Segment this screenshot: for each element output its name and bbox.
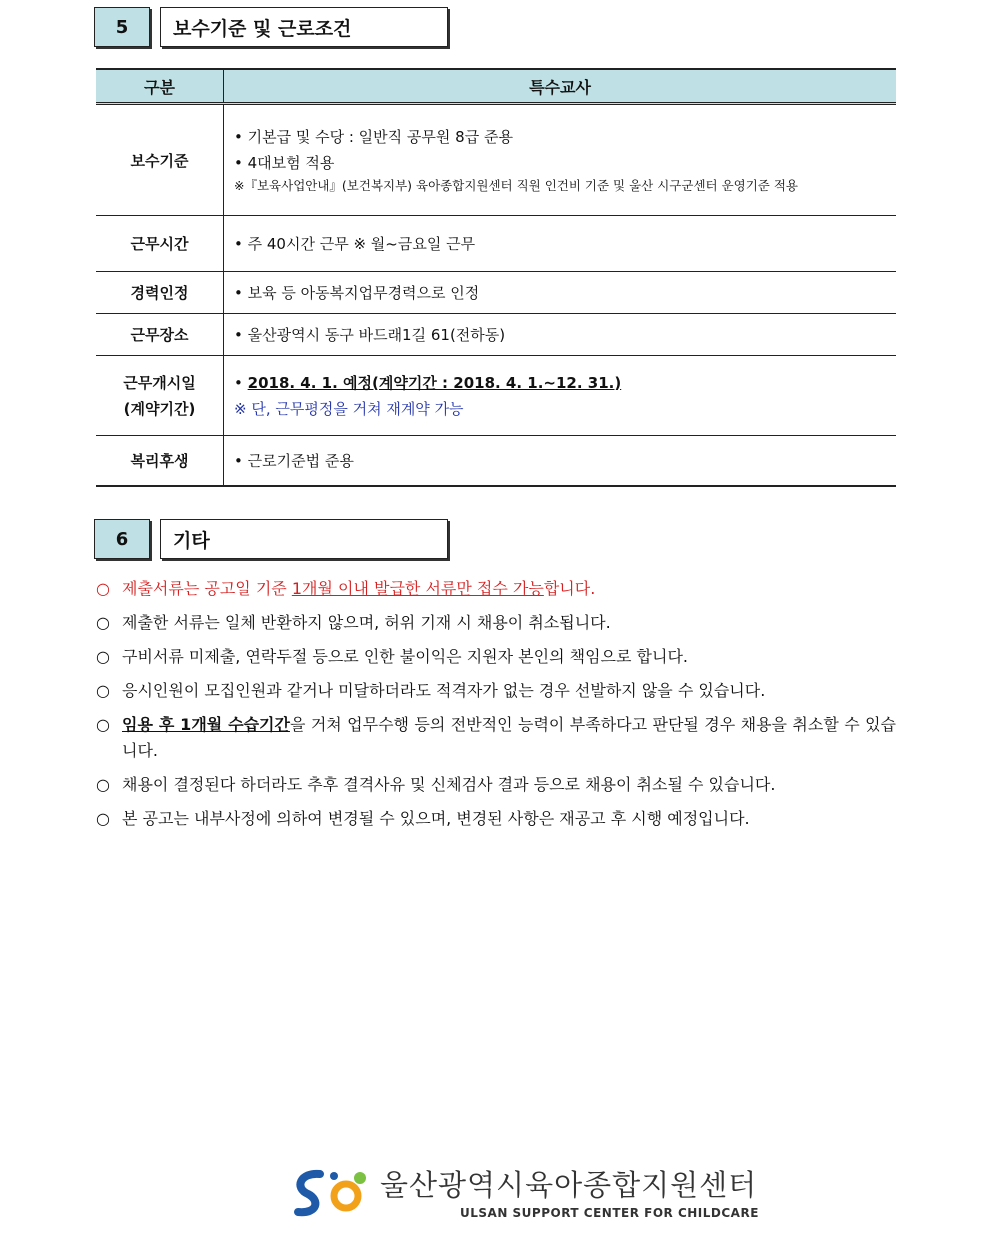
table-row bbox=[96, 104, 896, 216]
list-item bbox=[96, 806, 896, 832]
note-text: 제출한 서류는 일체 반환하지 않으며, 허위 기재 시 채용이 취소됩니다. bbox=[122, 613, 611, 632]
table-row bbox=[96, 436, 896, 486]
row-value: • 보육 등 아동복지업무경력으로 인정 bbox=[224, 272, 897, 314]
row-label: 보수기준 bbox=[96, 104, 224, 216]
section-number: 5 bbox=[94, 7, 150, 47]
value-note: ※『보육사업안내』(보건복지부) 육아종합지원센터 직원 인건비 기준 및 울산 시구군센터 운영기준 적용 bbox=[234, 178, 798, 193]
center-name-english: ULSAN SUPPORT CENTER FOR CHILDCARE bbox=[460, 1206, 759, 1220]
note-text: 본 공고는 내부사정에 의하여 변경될 수 있으며, 변경된 사항은 재공고 후 시행 예정입니다. bbox=[122, 809, 750, 828]
list-item bbox=[96, 576, 896, 602]
row-value: • 울산광역시 동구 바드래1길 61(전하동) bbox=[224, 314, 897, 356]
note-part: 제출서류는 공고일 기준 bbox=[122, 579, 292, 598]
note-part: 합니다. bbox=[543, 579, 596, 598]
row-value: • 주 40시간 근무 ※ 월~금요일 근무 bbox=[224, 216, 897, 272]
note-text bbox=[122, 712, 896, 764]
note-part: 을 거쳐 업무수행 등의 전반적인 능력이 부족하다고 판단될 경우 채용을 취소할 수 있습니다. bbox=[122, 715, 896, 760]
list-item bbox=[96, 772, 896, 798]
circle-bullet-icon: ○ bbox=[96, 613, 110, 632]
list-item bbox=[96, 610, 896, 636]
note-text: 채용이 결정된다 하더라도 추후 결격사유 및 신체검사 결과 등으로 채용이 취소될 수 있습니다. bbox=[122, 775, 776, 794]
section-title: 기타 bbox=[160, 519, 448, 559]
circle-bullet-icon: ○ bbox=[96, 715, 110, 734]
bullet: • bbox=[234, 373, 243, 392]
notes-list bbox=[96, 576, 896, 840]
section-number: 6 bbox=[94, 519, 150, 559]
renewal-note: ※ 단, 근무평정을 거쳐 재계약 가능 bbox=[234, 399, 464, 418]
start-date-text: 2018. 4. 1. 예정(계약기간 : 2018. 4. 1.~12. 31.) bbox=[247, 373, 622, 392]
row-label: 경력인정 bbox=[96, 272, 224, 314]
row-label: 복리후생 bbox=[96, 436, 224, 486]
row-value bbox=[224, 104, 897, 216]
footer-logo bbox=[290, 1163, 759, 1220]
list-item bbox=[96, 712, 896, 764]
row-label: 근무장소 bbox=[96, 314, 224, 356]
row-label bbox=[96, 356, 224, 436]
conditions-table bbox=[96, 68, 896, 487]
row-value: • 근로기준법 준용 bbox=[224, 436, 897, 486]
note-text: 구비서류 미제출, 연락두절 등으로 인한 불이익은 지원자 본인의 책임으로 합니다. bbox=[122, 647, 688, 666]
row-label-line: 근무개시일 bbox=[123, 373, 196, 392]
circle-bullet-icon: ○ bbox=[96, 579, 110, 598]
center-names bbox=[380, 1163, 759, 1220]
center-name-korean: 울산광역시육아종합지원센터 bbox=[380, 1168, 758, 1202]
table-row bbox=[96, 356, 896, 436]
circle-bullet-icon: ○ bbox=[96, 681, 110, 700]
section-title: 보수기준 및 근로조건 bbox=[160, 7, 448, 47]
circle-bullet-icon: ○ bbox=[96, 809, 110, 828]
row-label-line: (계약기간) bbox=[123, 399, 196, 418]
value-line: • 4대보험 적용 bbox=[234, 154, 335, 172]
note-underlined: 1개월 이내 발급한 서류만 접수 가능 bbox=[291, 579, 544, 598]
list-item bbox=[96, 644, 896, 670]
header-category: 구분 bbox=[96, 69, 224, 104]
center-logo-icon bbox=[290, 1164, 370, 1220]
table-row bbox=[96, 272, 896, 314]
row-value bbox=[224, 356, 897, 436]
circle-bullet-icon: ○ bbox=[96, 647, 110, 666]
section-6-header bbox=[94, 519, 448, 559]
header-position: 특수교사 bbox=[224, 69, 897, 104]
circle-bullet-icon: ○ bbox=[96, 775, 110, 794]
start-date-line bbox=[234, 370, 895, 396]
table-row bbox=[96, 314, 896, 356]
note-text bbox=[122, 576, 896, 602]
value-line: • 기본급 및 수당 : 일반직 공무원 8급 준용 bbox=[234, 128, 513, 146]
table-row bbox=[96, 216, 896, 272]
list-item bbox=[96, 678, 896, 704]
table-header-row bbox=[96, 69, 896, 104]
note-text: 응시인원이 모집인원과 같거나 미달하더라도 적격자가 없는 경우 선발하지 않을 수 있습니다. bbox=[122, 681, 766, 700]
row-label: 근무시간 bbox=[96, 216, 224, 272]
section-5-header bbox=[94, 7, 448, 47]
note-emphasis: 임용 후 1개월 수습기간 bbox=[122, 715, 290, 734]
